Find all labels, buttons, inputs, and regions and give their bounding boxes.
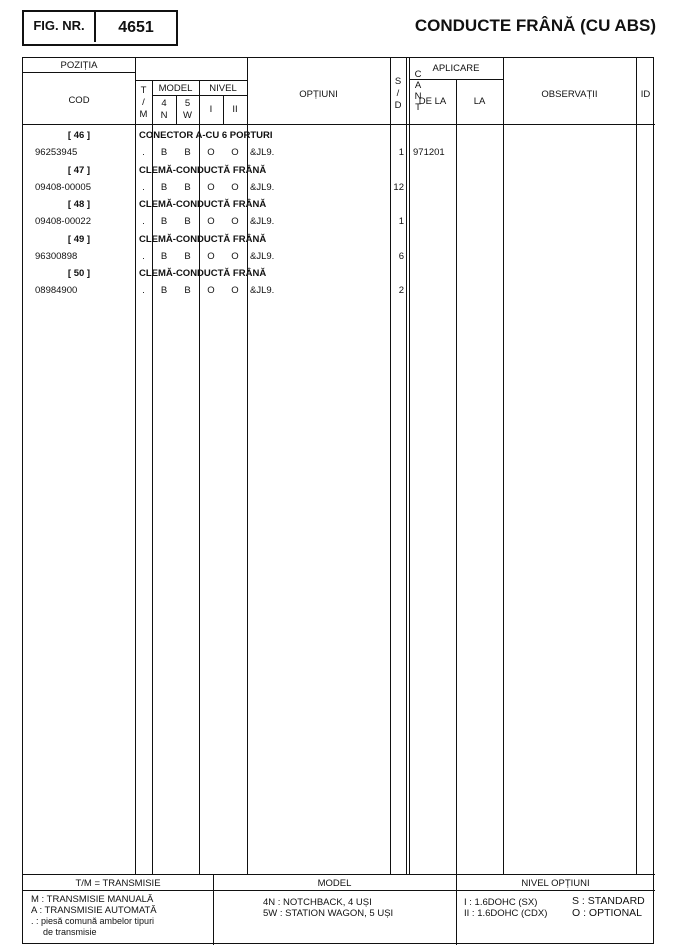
optiuni-cell: &JL9. (250, 285, 275, 296)
model-4n-cell: B (160, 250, 168, 262)
footer-top-line (23, 874, 655, 875)
nivel-1-cell: O (207, 181, 215, 193)
fig-label: FIG. NR. (24, 10, 96, 42)
footer-nivel-line: II : 1.6DOHC (CDX) (464, 908, 548, 919)
optiuni-cell: &JL9. (250, 250, 275, 262)
nivel-1-cell: O (207, 285, 215, 296)
position-number: [ 48 ] (67, 199, 91, 210)
col-divider (409, 58, 410, 874)
model-4n-cell: B (160, 147, 168, 158)
optiuni-cell: &JL9. (250, 216, 275, 227)
header-observatii: OBSERVAȚII (541, 89, 598, 100)
header-nivel-2: II (232, 104, 238, 115)
footer-model-title: MODEL (317, 878, 352, 889)
footer-tm-title: T/M = TRANSMISIE (75, 878, 161, 889)
tm-cell: . (142, 147, 145, 158)
header-de-la: DE LA (418, 96, 447, 107)
position-number: [ 46 ] (67, 130, 91, 141)
col-divider (135, 58, 136, 874)
part-code: 08984900 (35, 285, 78, 296)
cant-cell: 2 (398, 285, 404, 296)
part-description: CONECTOR A-CU 6 PORTURI (139, 130, 273, 141)
header-aplicare: APLICARE (432, 63, 480, 74)
part-description: CLEMĂ-CONDUCTĂ FRÂNĂ (139, 233, 267, 245)
part-code: 96300898 (35, 250, 78, 262)
footer-model-line: 5W : STATION WAGON, 5 UȘI (263, 908, 394, 919)
col-divider (390, 58, 391, 874)
tm-cell: . (142, 285, 145, 296)
model-5w-cell: B (184, 216, 191, 227)
optiuni-cell: &JL9. (250, 181, 275, 193)
header-sd: S / D (394, 76, 402, 111)
position-number: [ 47 ] (67, 164, 91, 176)
header-optiuni: OPȚIUNI (299, 89, 338, 100)
footer-nivel-code: O : OPTIONAL (572, 907, 643, 919)
nivel-2-cell: O (231, 181, 239, 193)
page-title: CONDUCTE FRÂNĂ (CU ABS) (414, 16, 656, 35)
tm-cell: . (142, 250, 145, 262)
model-4n-cell: B (160, 285, 168, 296)
nivel-1-cell: O (207, 216, 215, 227)
part-description: CLEMĂ-CONDUCTĂ FRÂNĂ (139, 268, 267, 279)
cant-cell: 6 (398, 250, 404, 262)
header-id: ID (640, 89, 651, 100)
parts-table (22, 57, 654, 944)
tm-cell: . (142, 181, 145, 193)
header-tm: T / M (139, 85, 148, 120)
header-nivel: NIVEL (209, 83, 237, 94)
model-5w-cell: B (184, 285, 191, 296)
nivel-2-cell: O (231, 250, 239, 262)
model-4n-cell: B (160, 216, 168, 227)
row-divider (135, 80, 247, 81)
part-description: CLEMĂ-CONDUCTĂ FRÂNĂ (139, 199, 267, 210)
col-divider (247, 58, 248, 874)
model-5w-cell: B (184, 181, 191, 193)
model-4n-cell: B (160, 181, 168, 193)
part-description: CLEMĂ-CONDUCTĂ FRÂNĂ (139, 164, 267, 176)
footer-tm-line: M : TRANSMISIE MANUALĂ (31, 894, 154, 905)
part-code: 09408-00022 (35, 216, 91, 227)
col-divider (636, 58, 637, 874)
nivel-1-cell: O (207, 147, 215, 158)
header-la: LA (473, 96, 486, 107)
nivel-2-cell: O (231, 285, 239, 296)
cant-cell: 1 (398, 147, 404, 158)
header-model: MODEL (158, 83, 193, 94)
fig-number: 4651 (118, 19, 154, 36)
cant-cell: 1 (398, 216, 404, 227)
col-divider (503, 58, 504, 874)
row-divider (152, 95, 247, 96)
footer-title-line (23, 890, 655, 891)
tm-cell: . (142, 216, 145, 227)
part-code: 96253945 (35, 147, 78, 158)
footer-model-line: 4N : NOTCHBACK, 4 UȘI (263, 897, 372, 908)
position-number: [ 50 ] (67, 268, 91, 279)
footer-tm-line: de transmisie (43, 927, 97, 937)
header-nivel-1: I (209, 104, 213, 115)
position-number: [ 49 ] (67, 233, 91, 245)
col-divider (456, 80, 457, 874)
footer-nivel-code: S : STANDARD (572, 895, 645, 907)
model-5w-cell: B (184, 147, 191, 158)
footer-nivel-line: I : 1.6DOHC (SX) (464, 897, 538, 908)
header-bottom-line (23, 124, 655, 125)
header-cod: COD (68, 95, 90, 106)
nivel-2-cell: O (231, 216, 239, 227)
optiuni-cell: &JL9. (250, 147, 275, 158)
model-5w-cell: B (184, 250, 191, 262)
header-model-4n: 4 N (160, 98, 168, 121)
row-divider (23, 72, 135, 73)
col-divider (406, 58, 407, 874)
nivel-2-cell: O (231, 147, 239, 158)
de-la-cell: 971201 (413, 147, 445, 158)
footer-tm-line: . : piesă comună ambelor tipuri (31, 916, 155, 926)
cant-cell: 12 (393, 181, 404, 193)
nivel-1-cell: O (207, 250, 215, 262)
header-model-5w: 5 W (183, 98, 192, 121)
header-pozitia: POZIȚIA (60, 60, 98, 71)
part-code: 09408-00005 (35, 181, 91, 193)
header-cant-text: C A N T (414, 69, 422, 113)
footer-nivel-title: NIVEL OPȚIUNI (521, 878, 590, 889)
footer-tm-line: A : TRANSMISIE AUTOMATĂ (31, 905, 157, 916)
